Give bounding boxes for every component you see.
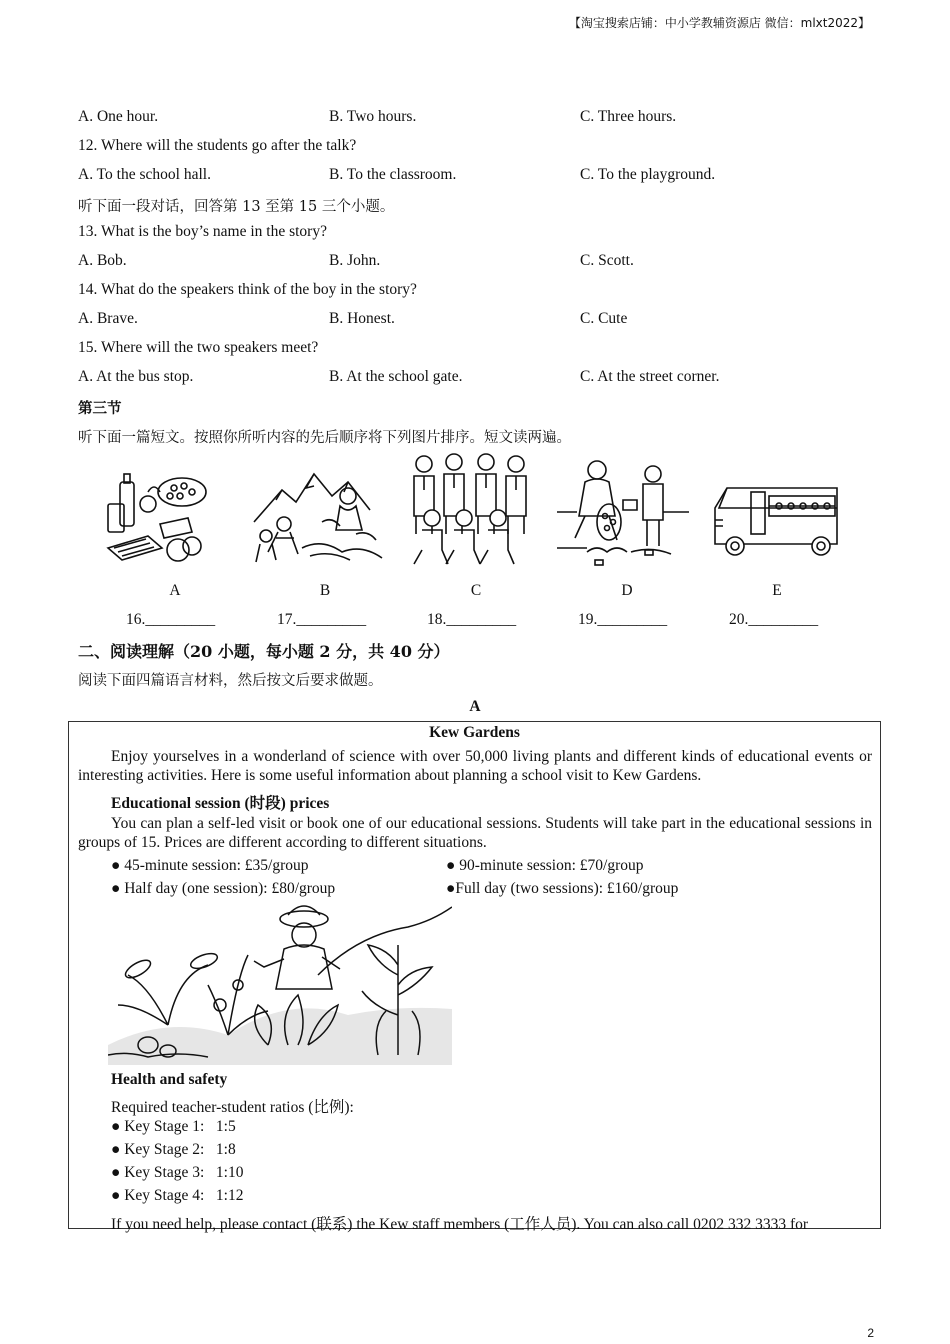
picture-label-a: A (169, 582, 181, 599)
answer-blank-20[interactable]: 20._________ (729, 611, 819, 628)
option-b: B. Honest. (329, 310, 395, 327)
question-13-stem: 13. What is the boy’s name in the story? (78, 223, 327, 240)
page-number: 2 (867, 1326, 874, 1340)
picture-label-b: B (319, 582, 331, 599)
option-c: C. Cute (580, 310, 628, 327)
price-full-day: ●Full day (two sessions): £160/group (446, 880, 679, 897)
session-heading: Educational session (时段) prices (111, 795, 330, 812)
option-a: A. Brave. (78, 310, 138, 327)
answer-blank-19[interactable]: 19._________ (578, 611, 668, 628)
section-3-title: 第三节 (78, 400, 122, 417)
option-a: A. One hour. (78, 108, 159, 125)
question-15-stem: 15. Where will the two speakers meet? (78, 339, 319, 356)
price-90-minute: ● 90-minute session: £70/group (446, 857, 644, 874)
picnic-icon (553, 452, 693, 570)
part-2-instruction: 阅读下面四篇语言材料，然后按文后要求做题。 (78, 673, 383, 689)
ratio-key-stage-4: ● Key Stage 4: 1:12 (111, 1187, 244, 1204)
header-note: 【淘宝搜索店铺：中小学教辅资源店 微信：mlxt2022】 (568, 16, 870, 30)
price-45-minute: ● 45-minute session: £35/group (111, 857, 309, 874)
option-b: B. Two hours. (329, 108, 417, 125)
session-text: You can plan a self-led visit or book one of our educational sessions. Students will take part in the educational sessions in groups of 15. Prices are different according to different situations. (78, 815, 872, 851)
mountain-hikers-icon (252, 452, 392, 570)
part-2-title: 二、阅读理解（20 小题，每小题 2 分，共 40 分） (78, 642, 450, 661)
passage-intro: Enjoy yourselves in a wonderland of science with over 50,000 living plants and different kinds of educational events or interesting activities. Here is some useful information about planning a school visit to Kew Gardens. (78, 748, 872, 784)
option-c: C. Scott. (580, 252, 634, 269)
ratio-key-stage-3: ● Key Stage 3: 1:10 (111, 1164, 244, 1181)
option-c: C. Three hours. (580, 108, 677, 125)
picture-label-e: E (772, 582, 782, 599)
help-text: If you need help, please contact (联系) the Kew staff members (工作人员). You can also call 0202 332 3333 for (111, 1216, 809, 1233)
answer-blank-17[interactable]: 17._________ (277, 611, 367, 628)
gardener-icon (108, 905, 452, 1065)
answer-blank-18[interactable]: 18._________ (427, 611, 517, 628)
passage-letter: A (469, 698, 481, 715)
group-of-children-icon (402, 452, 542, 570)
ratio-intro: Required teacher-student ratios (比例): (111, 1099, 354, 1116)
option-c: C. At the street corner. (580, 368, 720, 385)
bus-icon (705, 452, 845, 570)
picture-label-c: C (470, 582, 482, 599)
ratio-key-stage-1: ● Key Stage 1: 1:5 (111, 1118, 236, 1135)
dialogue-instruction: 听下面一段对话，回答第 13 至第 15 三个小题。 (78, 199, 395, 215)
section-3-instruction: 听下面一篇短文。按照你所听内容的先后顺序将下列图片排序。短文读两遍。 (78, 430, 571, 446)
answer-blank-16[interactable]: 16._________ (126, 611, 216, 628)
passage-title: Kew Gardens (429, 724, 520, 741)
food-icon (100, 452, 240, 570)
picture-label-d: D (621, 582, 633, 599)
price-half-day: ● Half day (one session): £80/group (111, 880, 336, 897)
option-b: B. At the school gate. (329, 368, 463, 385)
option-b: B. To the classroom. (329, 166, 457, 183)
question-12-stem: 12. Where will the students go after the talk? (78, 137, 357, 154)
option-a: A. At the bus stop. (78, 368, 194, 385)
option-a: A. To the school hall. (78, 166, 211, 183)
question-14-stem: 14. What do the speakers think of the boy in the story? (78, 281, 417, 298)
ratio-key-stage-2: ● Key Stage 2: 1:8 (111, 1141, 236, 1158)
option-a: A. Bob. (78, 252, 127, 269)
option-b: B. John. (329, 252, 381, 269)
option-c: C. To the playground. (580, 166, 716, 183)
health-heading: Health and safety (111, 1071, 228, 1088)
